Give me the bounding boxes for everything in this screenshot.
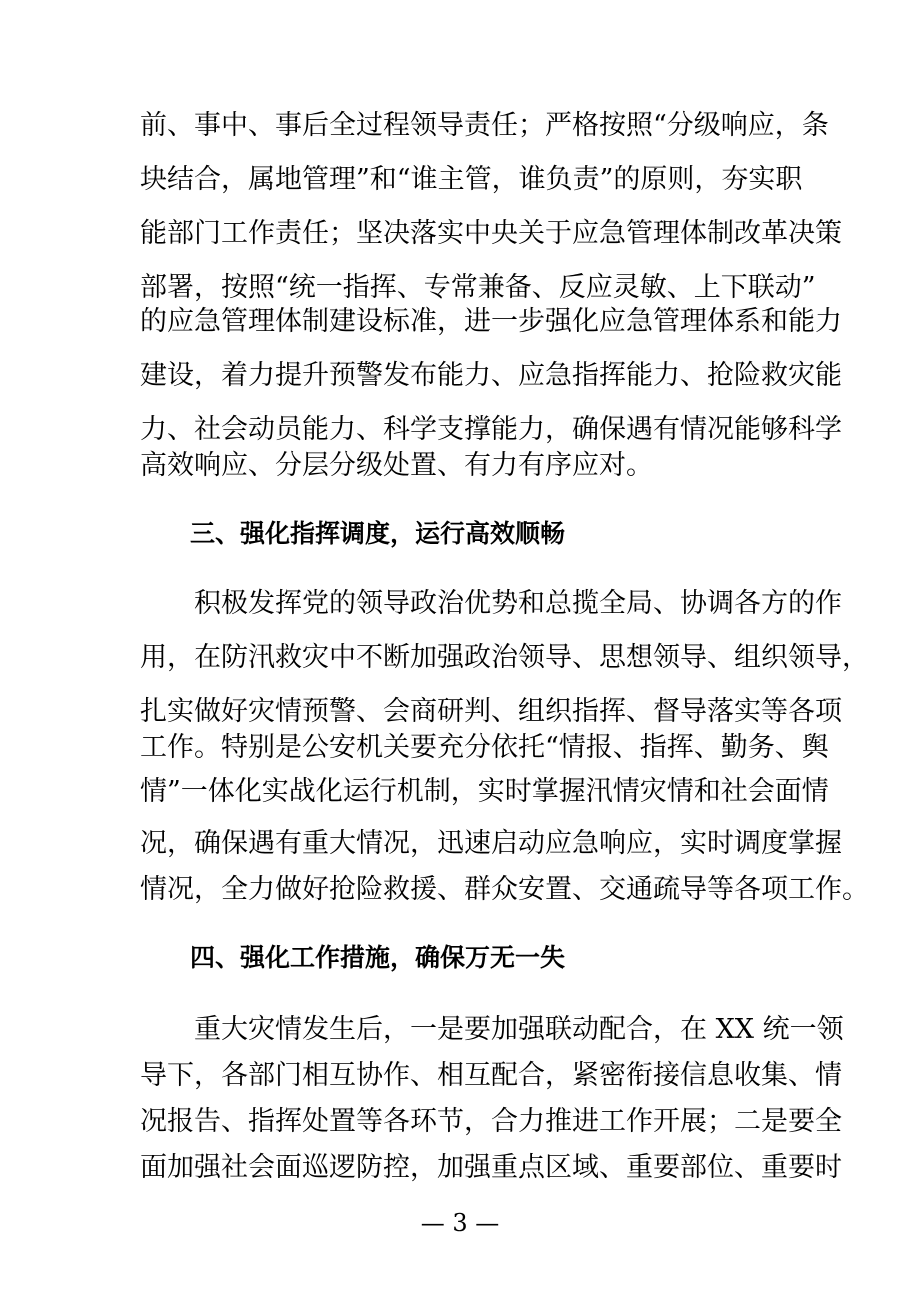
paragraph-line: 导下，各部门相互协作、相互配合，紧密衔接信息收集、情 <box>140 1060 842 1091</box>
page-number: — 3 — <box>420 1209 500 1237</box>
paragraph-line: 用，在防汛救灾中不断加强政治领导、思想领导、组织领导， <box>140 642 869 673</box>
paragraph-line: 扎实做好灾情预警、会商研判、组织指挥、督导落实等各项 <box>140 696 842 727</box>
section-heading: 三、强化指挥调度，运行高效顺畅 <box>190 519 566 548</box>
paragraph-line: 工作。特别是公安机关要充分依托“情报、指挥、勤务、舆 <box>140 732 829 763</box>
paragraph-line: 力、社会动员能力、科学支撑能力，确保遇有情况能够科学 <box>140 414 842 445</box>
paragraph-line: 前、事中、事后全过程领导责任；严格按照“分级响应，条 <box>140 110 829 141</box>
paragraph-line: 情”一体化实战化运行机制，实时掌握汛情灾情和社会面情 <box>140 776 829 807</box>
paragraph-line: 块结合，属地管理”和“谁主管，谁负责”的原则，夯实职 <box>140 164 803 195</box>
paragraph-line: 的应急管理体制建设标准，进一步强化应急管理体系和能力 <box>140 306 842 337</box>
section-heading: 四、强化工作措施，确保万无一失 <box>190 943 566 972</box>
paragraph-line: 况报告、指挥处置等各环节，合力推进工作开展；二是要全 <box>140 1106 842 1137</box>
paragraph-line: 重大灾情发生后，一是要加强联动配合，在 XX 统一领 <box>194 1014 844 1045</box>
paragraph-line: 积极发挥党的领导政治优势和总揽全局、协调各方的作 <box>194 588 842 619</box>
paragraph-line: 部署，按照“统一指挥、专常兼备、反应灵敏、上下联动” <box>140 272 816 303</box>
paragraph-line: 能部门工作责任；坚决落实中央关于应急管理体制改革决策 <box>140 218 842 249</box>
paragraph-line: 高效响应、分层分级处置、有力有序应对。 <box>140 450 653 481</box>
paragraph-line: 情况，全力做好抢险救援、群众安置、交通疏导等各项工作。 <box>140 874 869 905</box>
paragraph-line: 建设，着力提升预警发布能力、应急指挥能力、抢险救灾能 <box>140 360 842 391</box>
paragraph-line: 面加强社会面巡逻防控，加强重点区域、重要部位、重要时 <box>140 1152 842 1183</box>
paragraph-line: 况，确保遇有重大情况，迅速启动应急响应，实时调度掌握 <box>140 828 842 859</box>
